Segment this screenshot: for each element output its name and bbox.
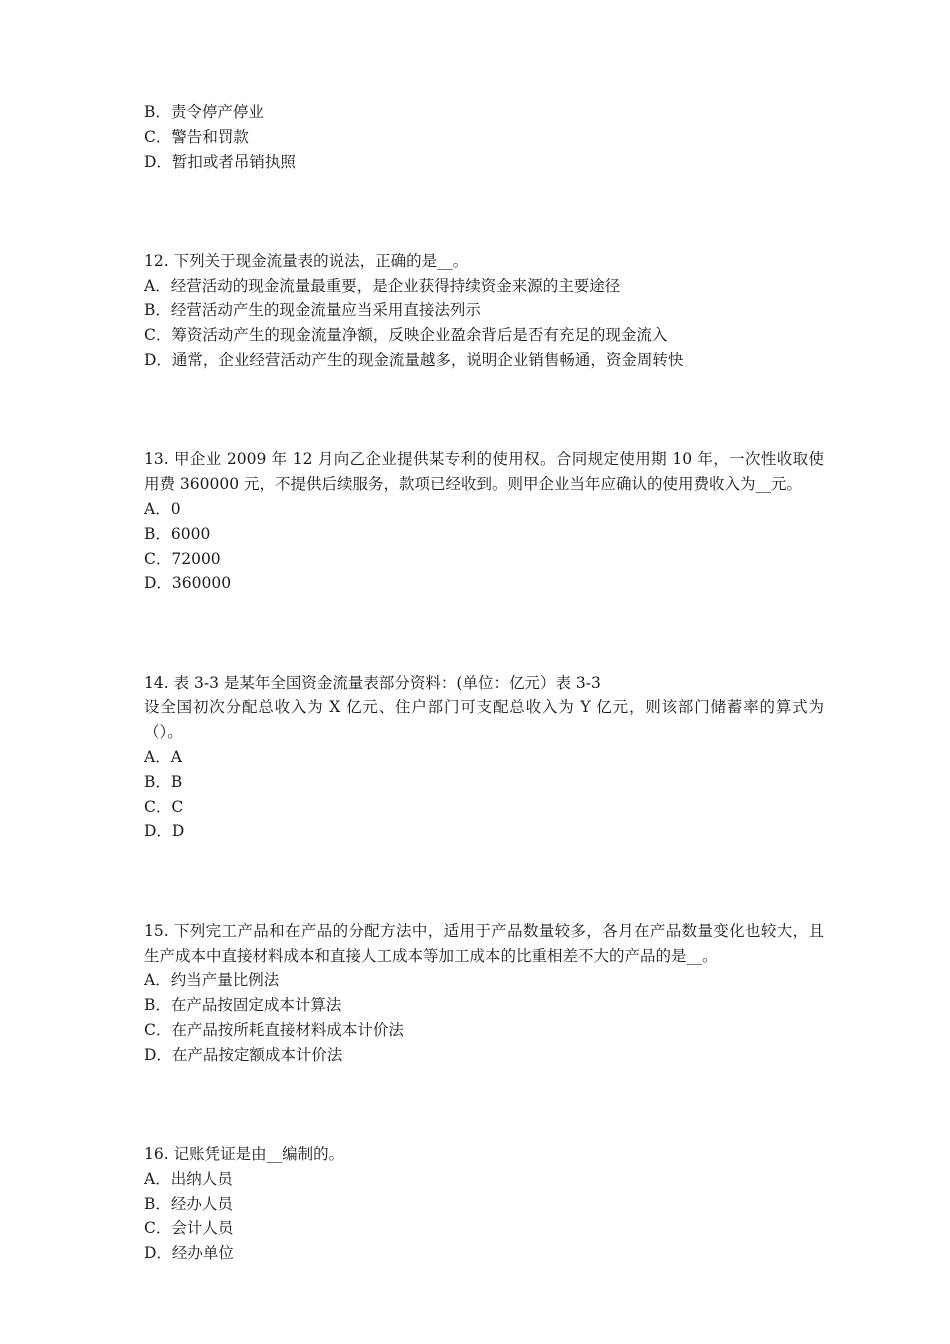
option-a: A．约当产量比例法 (144, 971, 280, 990)
option-b: B．B (144, 772, 183, 791)
question-stem: 16. 记账凭证是由__编制的。 (144, 1145, 345, 1164)
question-12 (144, 249, 824, 373)
option-a: A．出纳人员 (144, 1169, 233, 1188)
option-c: C．72000 (144, 549, 221, 568)
question-11-tail (144, 100, 824, 174)
document-page (144, 100, 824, 1266)
option-a: A．经营活动的现金流量最重要，是企业获得持续资金来源的主要途径 (144, 276, 621, 295)
question-stem: 12. 下列关于现金流量表的说法，正确的是__。 (144, 251, 469, 270)
option-c: C．会计人员 (144, 1219, 234, 1238)
question-16 (144, 1142, 824, 1266)
option-d: D．D (144, 822, 185, 841)
option-a: A．A (144, 748, 182, 767)
question-stem-line-2: 设全国初次分配总收入为 X 亿元、住户部门可支配总收入为 Y 亿元，则该部门储蓄率的算式为（）。 (144, 698, 824, 742)
option-d: D．在产品按定额成本计价法 (144, 1045, 343, 1064)
option-d: D．通常，企业经营活动产生的现金流量越多，说明企业销售畅通，资金周转快 (144, 351, 684, 370)
question-15 (144, 919, 824, 1068)
option-b: B．在产品按固定成本计算法 (144, 996, 342, 1015)
option-c: C．警告和罚款 (144, 127, 249, 146)
question-stem-line-1: 14. 表 3-3 是某年全国资金流量表部分资料：(单位：亿元）表 3-3 (144, 673, 601, 692)
option-c: C．在产品按所耗直接材料成本计价法 (144, 1020, 404, 1039)
option-b: B．经办人员 (144, 1194, 233, 1213)
option-d: D．暂扣或者吊销执照 (144, 152, 296, 171)
question-14 (144, 671, 824, 845)
option-b: B．责令停产停业 (144, 103, 264, 121)
option-b: B．经营活动产生的现金流量应当采用直接法列示 (144, 301, 481, 320)
option-c: C．筹资活动产生的现金流量净额，反映企业盈余背后是否有充足的现金流入 (144, 326, 668, 345)
question-stem: 13. 甲企业 2009 年 12 月向乙企业提供某专利的使用权。合同规定使用期 10 年，一次性收取使用费 360000 元，不提供后续服务，款项已经收到。则甲企业当年应确认的使用费收入为__元。 (144, 450, 824, 494)
question-13 (144, 447, 824, 596)
option-c: C．C (144, 797, 184, 816)
option-b: B．6000 (144, 524, 211, 543)
option-a: A．0 (144, 499, 181, 518)
question-stem: 15. 下列完工产品和在产品的分配方法中，适用于产品数量较多，各月在产品数量变化也较大，且生产成本中直接材料成本和直接人工成本等加工成本的比重相差不大的产品的是__。 (144, 921, 824, 965)
option-d: D．经办单位 (144, 1244, 234, 1263)
option-d: D．360000 (144, 574, 232, 593)
